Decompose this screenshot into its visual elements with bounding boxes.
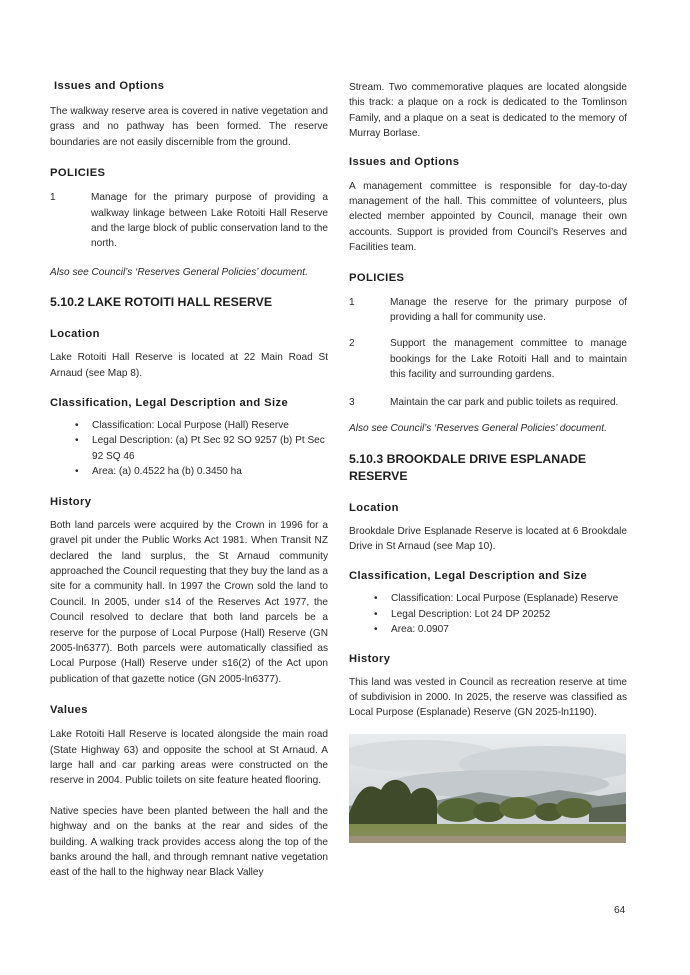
classification-heading: Classification, Legal Description and Size bbox=[50, 397, 289, 410]
history-heading: History bbox=[50, 495, 92, 508]
right-column bbox=[349, 80, 627, 843]
classification-list bbox=[50, 418, 328, 480]
policies-heading: POLICIES bbox=[50, 167, 106, 180]
location-heading: Location bbox=[50, 328, 100, 341]
continued-text: Stream. Two commemorative plaques are located alongside this track: a plaque on a rock is dedicated to the Tomlinson Family, and a plaque on a seat is dedicated to the memory of Murray Borlase. bbox=[349, 82, 627, 140]
reserve-photo bbox=[349, 734, 626, 843]
policy-item bbox=[349, 295, 627, 326]
policy-number: 3 bbox=[349, 396, 355, 408]
list-item: • Area: 0.0907 bbox=[374, 622, 627, 637]
values-text: Lake Rotoiti Hall Reserve is located alongside the main road (State Highway 63) and opposite the school at St Arnaud. A large hall and car parking areas were constructed on the reserve in 2004. Public toilets on site feature heated flooring. bbox=[50, 729, 328, 787]
policy-number: 1 bbox=[50, 192, 56, 204]
policy-number: 1 bbox=[349, 296, 355, 308]
policy-text: Manage for the primary purpose of providing a walkway linkage between Lake Rotoiti Hall Reserve and the large block of public conservation land to the north. bbox=[91, 192, 328, 250]
also-see-note: Also see Council’s ‘Reserves General Policies’ document. bbox=[349, 423, 607, 435]
issues-heading: Issues and Options bbox=[54, 80, 165, 92]
list-item: • Legal Description: Lot 24 DP 20252 bbox=[374, 607, 627, 622]
location-heading: Location bbox=[349, 501, 399, 514]
policy-item bbox=[349, 395, 627, 410]
list-item: • Area: (a) 0.4522 ha (b) 0.3450 ha bbox=[75, 464, 328, 479]
policies-heading: POLICIES bbox=[349, 271, 405, 284]
history-heading: History bbox=[349, 652, 391, 665]
classification-heading: Classification, Legal Description and Size bbox=[349, 570, 588, 583]
history-text: This land was vested in Council as recreation reserve at time of subdivision in 2000. In 2025, the reserve was classified as Local Purpose (Esplanade) Reserve (GN 2025-ln1190). bbox=[349, 676, 627, 719]
list-item: • Classification: Local Purpose (Hall) Reserve bbox=[75, 418, 328, 433]
list-item: • Legal Description: (a) Pt Sec 92 SO 9257 (b) Pt Sec 92 SQ 46 bbox=[75, 433, 328, 464]
issues-text: A management committee is responsible for day-to-day management of the hall. This committee of volunteers, plus elected member appointed by Council, manage their own accounts. Support is provided from Council’s Reserves and Facilities team. bbox=[349, 180, 627, 254]
values-text: Native species have been planted between the hall and the highway and on the banks at the rear and sides of the building. A walking track provides access along the top of the banks around the hall, and through remnant native vegetation east of the hall to the highway near Black Valley bbox=[50, 805, 328, 879]
history-text: Both land parcels were acquired by the Crown in 1996 for a gravel pit under the Public Works Act 1981. When Transit NZ declared the land surplus, the St Arnaud community approached the Council requesting that they buy the land as a site for a community hall. In 1997 the Crown sold the land to Council. In 2005, under s14 of the Reserves Act 1977, the Council resolved to declare that both land parcels be a reserve for the purpose of Local Purpose (Hall) Reserve (GN 2005-ln6377). Both parcels were automatically classified as Local Purpose (Hall) Reserve under s16(2) of the Act upon publication of that gazette notice (GN 2005-ln6377). bbox=[50, 519, 328, 685]
policy-item bbox=[349, 336, 627, 382]
classification-list bbox=[349, 591, 627, 637]
also-see-note: Also see Council’s ‘Reserves General Policies’ document. bbox=[50, 266, 308, 278]
location-text: Brookdale Drive Esplanade Reserve is located at 6 Brookdale Drive in St Arnaud (see Map 10). bbox=[349, 525, 627, 552]
policy-number: 2 bbox=[349, 338, 355, 350]
policy-text: Maintain the car park and public toilets as required. bbox=[390, 396, 619, 408]
issues-heading: Issues and Options bbox=[349, 155, 460, 168]
left-column bbox=[50, 80, 328, 881]
page-number: 64 bbox=[614, 905, 626, 916]
policy-item bbox=[50, 190, 328, 252]
section-title: 5.10.3 BROOKDALE DRIVE ESPLANADE RESERVE bbox=[349, 451, 587, 483]
policy-text: Support the management committee to manage bookings for the Lake Rotoiti Hall and to maintain this facility and surrounding gardens. bbox=[390, 338, 627, 381]
values-heading: Values bbox=[50, 704, 88, 717]
issues-text: The walkway reserve area is covered in native vegetation and grass and no pathway has been formed. The reserve boundaries are not easily discernible from the ground. bbox=[50, 106, 328, 148]
location-text: Lake Rotoiti Hall Reserve is located at 22 Main Road St Arnaud (see Map 8). bbox=[50, 352, 328, 379]
policy-text: Manage the reserve for the primary purpose of providing a hall for community use. bbox=[390, 296, 627, 324]
section-title: 5.10.2 LAKE ROTOITI HALL RESERVE bbox=[50, 295, 273, 310]
list-item: • Classification: Local Purpose (Esplanade) Reserve bbox=[374, 591, 627, 606]
